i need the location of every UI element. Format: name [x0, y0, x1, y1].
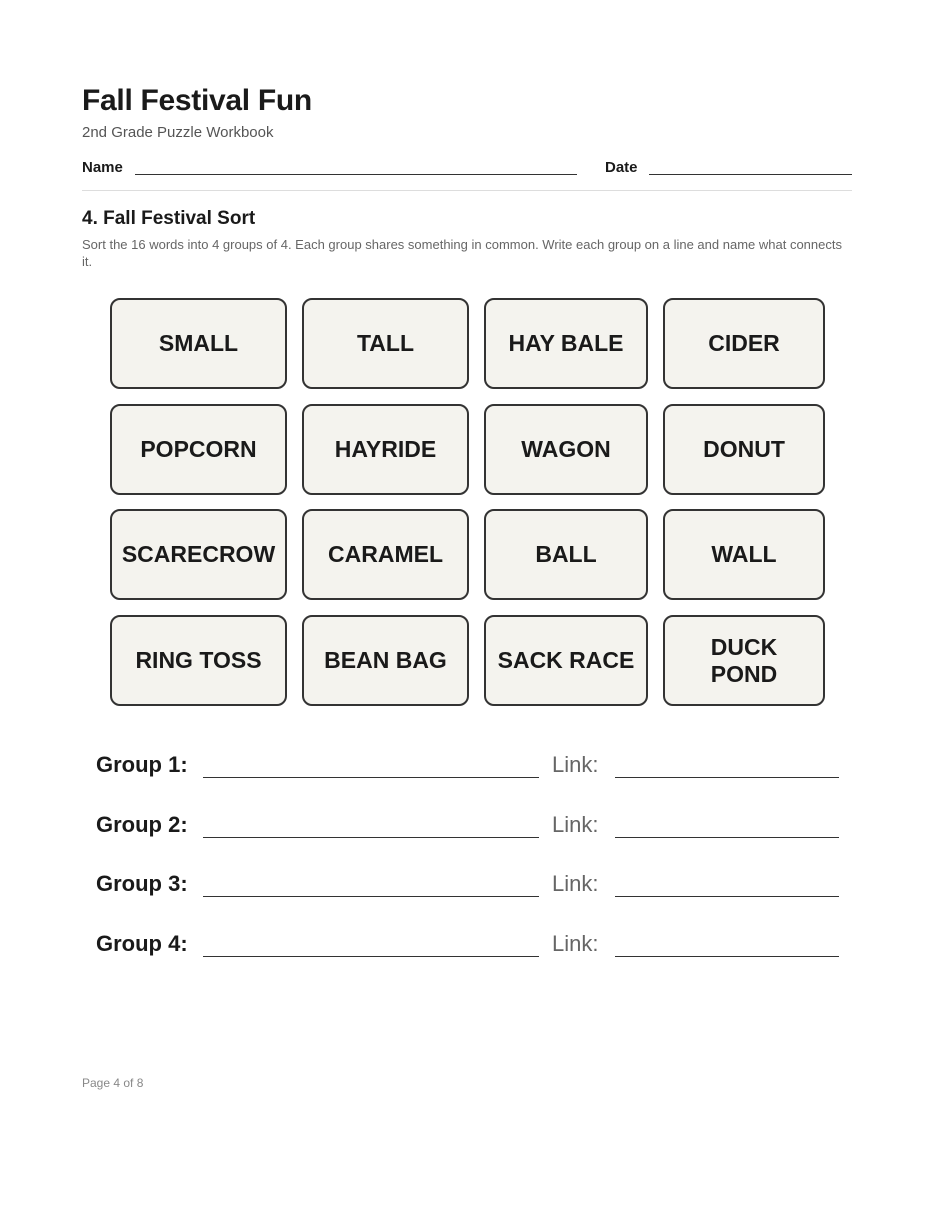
name-label: Name: [82, 159, 123, 176]
group-answer-field[interactable]: [203, 777, 539, 778]
word-tile-label: POPCORN: [140, 436, 257, 462]
word-tile-label: CARAMEL: [328, 541, 443, 567]
link-label: Link:: [552, 752, 599, 777]
word-tile: [663, 298, 825, 389]
group-label: Group 3:: [96, 871, 188, 896]
name-field[interactable]: [135, 174, 577, 175]
word-tile-label: WALL: [711, 541, 777, 567]
group-label: Group 1:: [96, 752, 188, 777]
group-answer-field[interactable]: [203, 837, 539, 838]
word-tile-label: BEAN BAG: [324, 647, 447, 673]
word-tile-label: DONUT: [703, 436, 785, 462]
word-tile-label: SCARECROW: [121, 541, 276, 567]
word-tile-label: DUCK POND: [710, 633, 778, 687]
word-tile: [484, 298, 648, 389]
word-tile-label: CIDER: [708, 330, 780, 356]
page-number: Page 4 of 8: [82, 1076, 144, 1090]
word-tile: [110, 404, 287, 495]
word-tile: [484, 404, 648, 495]
word-tile: [663, 404, 825, 495]
word-tile-label: WAGON: [521, 436, 611, 462]
group-answer-field[interactable]: [203, 896, 539, 897]
date-label: Date: [605, 159, 638, 176]
word-tile-label: TALL: [356, 330, 415, 356]
word-tile-label: HAYRIDE: [334, 436, 437, 462]
group-label: Group 4:: [96, 931, 188, 956]
word-tile: [663, 509, 825, 600]
group-answer-field[interactable]: [203, 956, 539, 957]
page-title: Fall Festival Fun: [82, 84, 312, 117]
word-tile: [302, 298, 469, 389]
word-tile: [302, 509, 469, 600]
word-tile: [302, 404, 469, 495]
word-tile: [110, 298, 287, 389]
word-tile-label: HAY BALE: [508, 330, 624, 356]
group-label: Group 2:: [96, 812, 188, 837]
section-instructions: Sort the 16 words into 4 groups of 4. Each group shares something in common. Write each group on a line and name what connects it.: [82, 237, 842, 269]
word-tile-label: SACK RACE: [497, 647, 635, 673]
link-answer-field[interactable]: [615, 956, 839, 957]
word-tile: [110, 615, 287, 706]
word-tile-label: RING TOSS: [135, 647, 262, 673]
word-tile-label: SMALL: [158, 330, 239, 356]
header-divider: [82, 190, 852, 191]
word-tile: [302, 615, 469, 706]
link-label: Link:: [552, 931, 599, 956]
word-tile: [663, 615, 825, 706]
date-field[interactable]: [649, 174, 852, 175]
link-answer-field[interactable]: [615, 777, 839, 778]
section-title: 4. Fall Festival Sort: [82, 208, 256, 229]
link-label: Link:: [552, 871, 599, 896]
link-answer-field[interactable]: [615, 896, 839, 897]
word-tile: [110, 509, 287, 600]
word-tile: [484, 509, 648, 600]
word-tile-label: BALL: [535, 541, 597, 567]
link-answer-field[interactable]: [615, 837, 839, 838]
page-subtitle: 2nd Grade Puzzle Workbook: [82, 124, 274, 141]
word-tile: [484, 615, 648, 706]
link-label: Link:: [552, 812, 599, 837]
